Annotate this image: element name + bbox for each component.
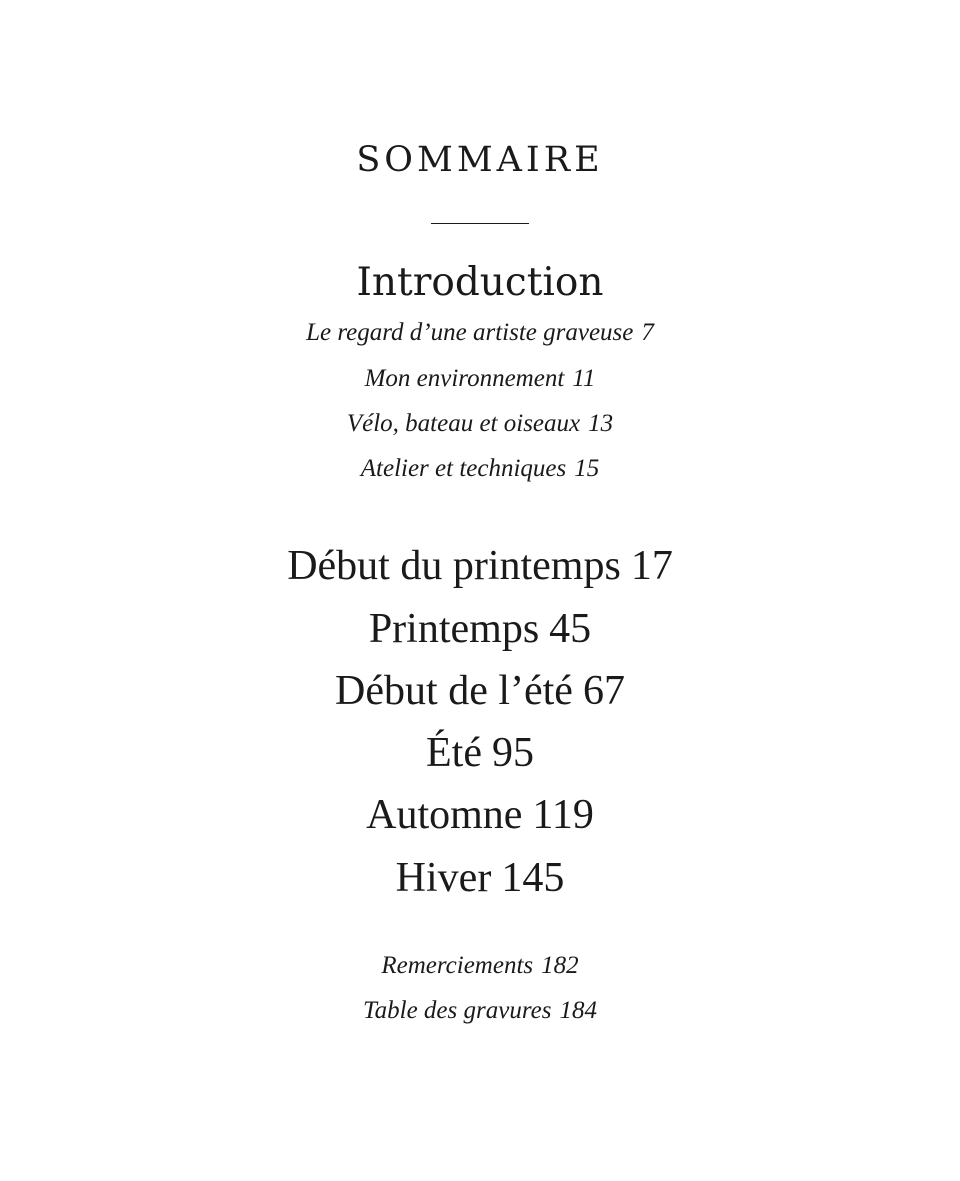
- chapter-entry: [0, 789, 960, 841]
- page-title: SOMMAIRE: [356, 140, 604, 180]
- chapter-entry: [0, 852, 960, 904]
- chapter-label: Printemps: [368, 606, 540, 652]
- chapter-entry: [0, 665, 960, 717]
- chapter-entry: [0, 727, 960, 779]
- entry-page-number: 15: [574, 455, 600, 482]
- entry-page-number: 184: [559, 997, 597, 1024]
- chapter-label: Automne: [366, 792, 523, 838]
- entry-page-number: 11: [572, 365, 596, 392]
- chapter-entry: [0, 540, 960, 592]
- chapter-page-number: 95: [491, 730, 534, 776]
- entry-label: Atelier et techniques: [360, 455, 567, 482]
- chapter-label: Été: [426, 730, 482, 776]
- entry-label: Vélo, bateau et oiseaux: [346, 410, 581, 437]
- introduction-entry: [0, 452, 960, 486]
- back-matter-entry: [0, 994, 960, 1028]
- chapter-page-number: 145: [501, 855, 565, 901]
- entry-page-number: 182: [541, 952, 579, 979]
- chapter-page-number: 119: [532, 792, 594, 838]
- entry-label: Mon environnement: [364, 365, 565, 392]
- introduction-entry: [0, 316, 960, 350]
- chapter-page-number: 45: [549, 606, 592, 652]
- introduction-entry: [0, 362, 960, 396]
- entry-page-number: 7: [641, 319, 654, 346]
- introduction-entry: [0, 407, 960, 441]
- introduction-heading: Introduction: [356, 260, 604, 305]
- back-matter-entry: [0, 949, 960, 983]
- chapter-label: Début de l’été: [335, 668, 573, 714]
- entry-label: Le regard d’une artiste graveuse: [306, 319, 634, 346]
- chapter-label: Début du printemps: [287, 543, 621, 589]
- chapter-page-number: 67: [582, 668, 625, 714]
- entry-page-number: 13: [588, 410, 614, 437]
- chapter-label: Hiver: [395, 855, 492, 901]
- chapter-page-number: 17: [630, 543, 673, 589]
- entry-label: Remerciements: [381, 952, 534, 979]
- title-divider: [431, 223, 529, 224]
- chapter-entry: [0, 603, 960, 655]
- entry-label: Table des gravures: [363, 997, 552, 1024]
